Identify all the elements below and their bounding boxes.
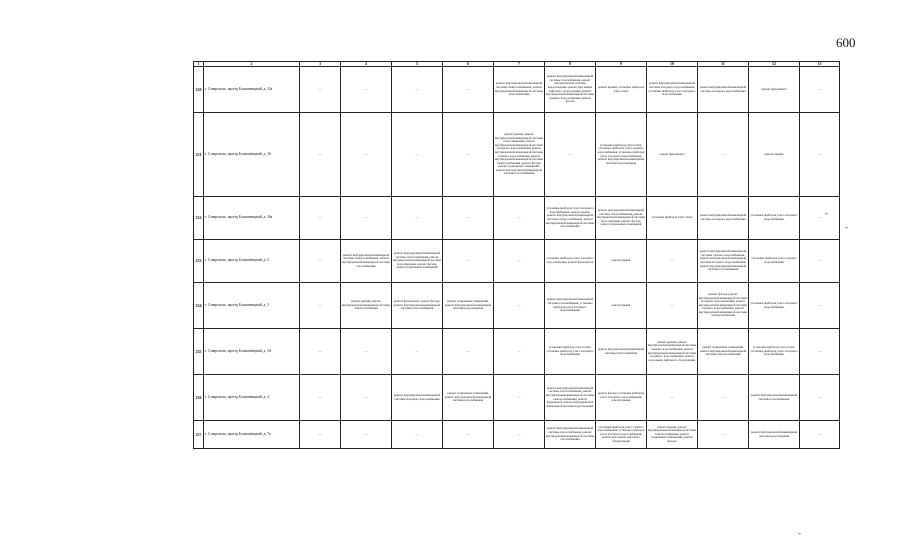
address-cell: г. Ставрополь, проезд Большевицкий, д. 3А bbox=[204, 329, 300, 375]
work-cell: установка приборов учета холодного водоснабжения bbox=[749, 197, 800, 240]
work-cell: ремонт внутридомовой инженерной системы газоснабжения, ремонт внутридомовой системы водоотведения, ремонт или замена лифтового оборудования, ремонт внутридомовой инженерной системы горячего водоснабжения, ремонт фасада bbox=[545, 67, 596, 113]
column-number-header: 2 bbox=[204, 62, 300, 67]
work-cell: ремонт подвальных помещений, ремонт внутридомовой инженерной системы водоотведения bbox=[443, 283, 494, 329]
work-cell: ремонт крыши, ремонт внутридомовой инженерной системы электроснабжения, ремонт подвальных помещений, ремонт фасада bbox=[647, 421, 698, 449]
row-number-cell: 233 bbox=[194, 240, 204, 283]
work-cell: установка приборов учета тепла bbox=[647, 197, 698, 240]
work-cell: ремонт внутридомовой инженерной системы теплоснабжения, ремонт внутридомовой инженерной системы газоснабжения bbox=[545, 421, 596, 449]
column-number-header: 9 bbox=[596, 62, 647, 67]
column-number-header: 6 bbox=[443, 62, 494, 67]
work-cell: ремонт фундамента bbox=[647, 113, 698, 197]
work-cell: ремонт крыши, установка приборов учета тепла bbox=[596, 67, 647, 113]
table-row bbox=[194, 67, 840, 113]
work-cell: ремонт внутридомовой инженерной системы газоснабжения, установка приборов учета холодного водоснабжения bbox=[545, 283, 596, 329]
table-row bbox=[194, 375, 840, 421]
work-cell: — bbox=[341, 113, 392, 197]
work-cell: ремонт подвальных помещений, ремонт внутридомовой инженерной системы газоснабжения bbox=[443, 375, 494, 421]
work-cell: установка приборов учета холодного водоснабжения, ремонт крыши, ремонт внутридомовой инженерной системы электроснабжения, ремонт внутридомовой инженерной системы газоснабжения bbox=[545, 197, 596, 240]
work-cell: — bbox=[392, 113, 443, 197]
table-body bbox=[194, 62, 840, 449]
row-number-cell: 232 bbox=[194, 197, 204, 240]
work-cell: — bbox=[392, 197, 443, 240]
work-cell: установка приборов учета тепла, установка приборов учета холодного водоснабжения bbox=[545, 329, 596, 375]
work-cell: — bbox=[341, 197, 392, 240]
work-cell: — bbox=[494, 329, 545, 375]
work-cell: — bbox=[392, 421, 443, 449]
work-cell: — bbox=[392, 329, 443, 375]
row-number-cell: 237 bbox=[194, 421, 204, 449]
row-number-cell: 231 bbox=[194, 113, 204, 197]
work-cell: — bbox=[443, 67, 494, 113]
work-cell: установка приборов учета горячего водоснабжения, установка приборов учета холодного водоснабжения, ремонт или замена лифтового оборудования bbox=[596, 421, 647, 449]
work-cell: ремонт внутридомовой инженерной системы холодного водоснабжения bbox=[698, 67, 749, 113]
work-cell: ремонт внутридомовой инженерной системы теплоснабжения, ремонт внутридомовой инженерной системы водоотведения, ремонт фасада, ремонт подвальных помещений bbox=[596, 197, 647, 240]
work-cell: — bbox=[800, 67, 840, 113]
row-number-cell: 235 bbox=[194, 329, 204, 375]
column-number-header: 3 bbox=[300, 62, 341, 67]
table-row bbox=[194, 421, 840, 449]
work-cell: ремонт внутридомовой инженерной системы газоснабжения bbox=[749, 375, 800, 421]
work-cell: ремонт внутридомовой инженерной системы теплоснабжения bbox=[596, 329, 647, 375]
work-cell: ремонт крыши, ремонт внутридомовой инженерной системы электроснабжения bbox=[341, 283, 392, 329]
work-cell: — bbox=[443, 197, 494, 240]
work-cell: ремонт крыши, ремонт внутридомовой инженерной системы горячего водоснабжения, ремонт внутридомовой инженерной системы холодного водоснабжения, ремонт или замена лифтового оборудования bbox=[647, 329, 698, 375]
work-cell: — bbox=[443, 421, 494, 449]
work-cell: — bbox=[800, 283, 840, 329]
work-cell: — bbox=[494, 283, 545, 329]
address-cell: г. Ставрополь, проезд Большевицкий, д. 16 bbox=[204, 113, 300, 197]
work-cell: — bbox=[698, 113, 749, 197]
work-cell: — bbox=[800, 197, 840, 240]
column-number-header: 11 bbox=[698, 62, 749, 67]
work-cell: — bbox=[443, 329, 494, 375]
work-cell: ремонт внутридомовой инженерной системы электроснабжения, ремонт внутридомовой инженерной системы теплоснабжения bbox=[494, 67, 545, 113]
work-cell: — bbox=[341, 67, 392, 113]
work-cell: — bbox=[300, 329, 341, 375]
work-cell: — bbox=[443, 240, 494, 283]
column-number-header: 13 bbox=[800, 62, 840, 67]
table-row bbox=[194, 197, 840, 240]
work-cell: ремонт фасада, установка приборов учета холодного водоснабжения, ремонт крыши bbox=[596, 375, 647, 421]
work-cell: ремонт крыши bbox=[596, 283, 647, 329]
column-number-header: 4 bbox=[341, 62, 392, 67]
address-cell: г. Ставрополь, проезд Большевицкий, д. 7а bbox=[204, 421, 300, 449]
table-row bbox=[194, 240, 840, 283]
work-cell: — bbox=[300, 421, 341, 449]
work-cell: установка приборов учета тепла, установка приборов учета холодного водоснабжения bbox=[749, 329, 800, 375]
table-row bbox=[194, 113, 840, 197]
work-cell: — bbox=[494, 375, 545, 421]
work-cell: — bbox=[698, 421, 749, 449]
table-row bbox=[194, 283, 840, 329]
work-cell: — bbox=[300, 113, 341, 197]
work-cell: установка приборов учета горячего водоснабжения bbox=[749, 240, 800, 283]
work-cell: ремонт фасада, ремонт внутридомовой инженерной системы холодного водоснабжения, ремонт внутридомовой инженерной системы горячего водоснабжения, ремонт внутридомовой инженерной системы электроснабжения bbox=[698, 283, 749, 329]
work-cell: — bbox=[800, 421, 840, 449]
work-cell: — bbox=[300, 283, 341, 329]
address-cell: г. Ставрополь, проезд Большевицкий, д. 3 bbox=[204, 283, 300, 329]
scan-mark: - bbox=[825, 208, 828, 218]
work-cell: — bbox=[647, 283, 698, 329]
work-cell: — bbox=[341, 421, 392, 449]
work-cell: — bbox=[545, 113, 596, 197]
work-cell: — bbox=[494, 197, 545, 240]
capital-repair-table bbox=[193, 61, 840, 449]
scan-mark: - bbox=[798, 528, 801, 538]
work-cell: — bbox=[647, 375, 698, 421]
work-cell: — bbox=[341, 375, 392, 421]
work-cell: — bbox=[300, 67, 341, 113]
work-cell: установка приборов учета холодного водоснабжения bbox=[749, 283, 800, 329]
work-cell: — bbox=[800, 375, 840, 421]
work-cell: ремонт внутридомовой инженерной системы теплоснабжения, ремонт внутридомовой инженерной системы электроснабжения, ремонт фундамента, ремонт внутридомовой инженерной системы водоотведения bbox=[545, 375, 596, 421]
work-cell: — bbox=[698, 375, 749, 421]
work-cell: ремонт фундамента, ремонт фасада, ремонт внутридомовой инженерной системы теплоснабжения bbox=[392, 283, 443, 329]
work-cell: ремонт крыши bbox=[749, 113, 800, 197]
column-number-header: 10 bbox=[647, 62, 698, 67]
row-number-cell: 230 bbox=[194, 67, 204, 113]
work-cell: — bbox=[494, 240, 545, 283]
work-cell: ремонт внутридомовой инженерной системы горячего водоснабжения, ремонт внутридомовой инженерной системы холодного водоснабжения, ремонт внутридомовой инженерной системы газоснабжения bbox=[698, 240, 749, 283]
work-cell: — bbox=[443, 113, 494, 197]
scan-mark: - bbox=[845, 222, 848, 232]
work-cell: ремонт внутридомовой инженерной системы теплоснабжения, ремонт внутридомовой инженерной системы водоотведения, ремонт фасада, ремонт подвальных помещений bbox=[392, 240, 443, 283]
work-cell: ремонт подвальных помещений, ремонт внутридомовой инженерной системы электроснабжения bbox=[698, 329, 749, 375]
work-cell: — bbox=[494, 421, 545, 449]
column-number-header: 8 bbox=[545, 62, 596, 67]
work-cell: — bbox=[800, 240, 840, 283]
work-cell: ремонт внутридомовой инженерной системы водоотведения bbox=[749, 421, 800, 449]
work-cell: ремонт внутридомовой инженерной системы холодного водоснабжения bbox=[392, 375, 443, 421]
column-number-header: 12 bbox=[749, 62, 800, 67]
address-cell: г. Ставрополь, проезд Большевицкий, д. 2 bbox=[204, 240, 300, 283]
work-cell: — bbox=[392, 67, 443, 113]
work-cell: — bbox=[300, 240, 341, 283]
work-cell: установка приборов учета холодного водоснабжения, ремонт фундамента bbox=[545, 240, 596, 283]
row-number-cell: 234 bbox=[194, 283, 204, 329]
work-cell: — bbox=[647, 240, 698, 283]
work-cell: ремонт внутридомовой инженерной системы холодного водоснабжения bbox=[698, 197, 749, 240]
work-cell: — bbox=[300, 197, 341, 240]
work-cell: ремонт крыши, ремонт внутридомовой инженерной системы теплоснабжения, ремонт внутридомовой инженерной системы холодного водоснабжения, ремонт внутридомовой инженерной системы горячего водоснабжения, ремонт внутридомовой инженерной системы электроснабжения, ремонт фасада, ремонт подвальных помещений, ремонт внутридомовой инженерной системы газоснабжения bbox=[494, 113, 545, 197]
row-number-cell: 236 bbox=[194, 375, 204, 421]
address-cell: г. Ставрополь, проезд Большевицкий, д. 4 bbox=[204, 375, 300, 421]
work-cell: — bbox=[341, 329, 392, 375]
column-number-header: 5 bbox=[392, 62, 443, 67]
work-cell: ремонт внутридомовой инженерной системы электроснабжения, ремонт внутридомовой инженерной системы газоснабжения bbox=[341, 240, 392, 283]
page-number: 600 bbox=[836, 35, 856, 50]
table-row bbox=[194, 329, 840, 375]
work-cell: ремонт крыши bbox=[596, 240, 647, 283]
address-cell: г. Ставрополь, проезд Большевицкий, д. 12а bbox=[204, 67, 300, 113]
address-cell: г. Ставрополь, проезд Большевицкий, д. 16а bbox=[204, 197, 300, 240]
work-cell: — bbox=[800, 329, 840, 375]
work-cell: — bbox=[300, 375, 341, 421]
column-number-header: 7 bbox=[494, 62, 545, 67]
work-cell: установка приборов учета тепла, установка приборов учета горячего водоснабжения, установка приборов учета холодного водоснабжения, ремонт внутридомовой инженерной системы водоотведения bbox=[596, 113, 647, 197]
column-number-header: 1 bbox=[194, 62, 204, 67]
work-cell: ремонт фундамента bbox=[749, 67, 800, 113]
work-cell: ремонт внутридомовой инженерной системы холодного водоснабжения, установка приборов учета холодного водоснабжения bbox=[647, 67, 698, 113]
work-cell: — bbox=[800, 113, 840, 197]
